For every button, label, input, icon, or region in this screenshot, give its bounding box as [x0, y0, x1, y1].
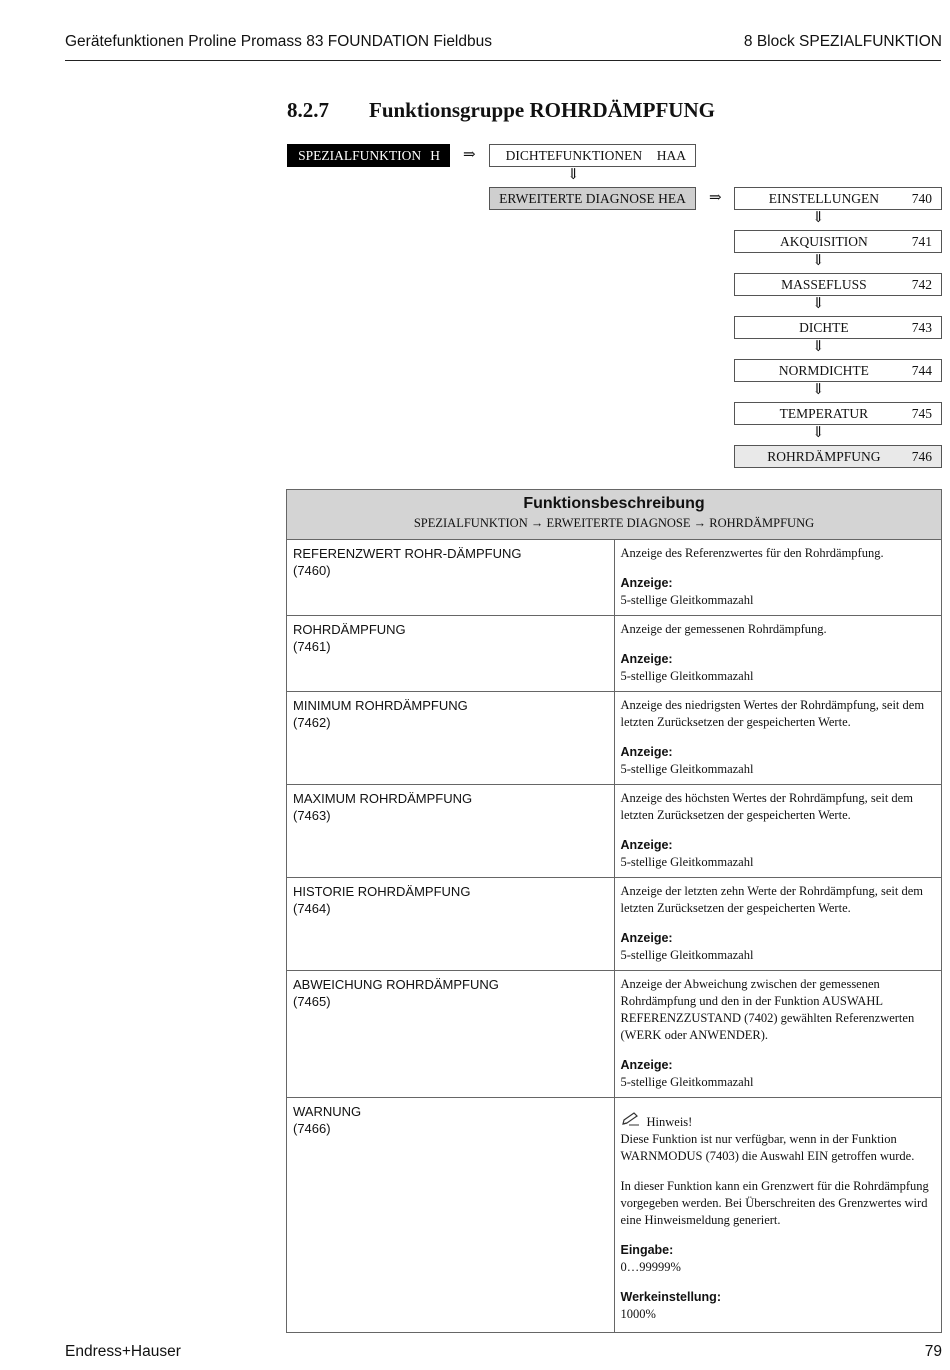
display-label: Anzeige: [620, 652, 673, 666]
nav-item-rohrdaempfung [734, 445, 942, 468]
nav-item-label: AKQUISITION [780, 233, 868, 249]
running-header-title: Gerätefunktionen Proline Promass 83 FOUNDATION Fieldbus [65, 33, 492, 50]
nav-item-code: 742 [911, 276, 932, 292]
down-arrow-icon: ⇓ [812, 210, 825, 226]
function-desc: Anzeige des Referenzwertes für den Rohrdämpfung. [620, 546, 884, 560]
table-row [287, 616, 942, 692]
down-arrow-icon: ⇓ [812, 382, 825, 398]
display-label: Anzeige: [620, 745, 673, 759]
function-code: (7464) [293, 901, 331, 916]
display-label: Anzeige: [620, 576, 673, 590]
function-code: (7466) [293, 1121, 331, 1136]
function-code: (7461) [293, 639, 331, 654]
right-arrow-icon: ⇒ [709, 190, 722, 206]
function-name: MINIMUM ROHRDÄMPFUNG [293, 698, 468, 713]
function-desc-cell [614, 878, 942, 971]
nav-group-code: HAA [656, 147, 686, 163]
pencil-note-icon [621, 1112, 641, 1131]
nav-item-code: 740 [911, 190, 932, 206]
table-row [287, 971, 942, 1098]
nav-item-label: NORMDICHTE [778, 362, 869, 378]
display-value: 5-stellige Gleitkommazahl [620, 948, 754, 962]
nav-root-label: SPEZIALFUNKTION [298, 147, 422, 163]
nav-group-label: DICHTEFUNKTIONEN [505, 147, 643, 163]
running-header-chapter: 8 Block SPEZIALFUNKTION [743, 33, 942, 50]
function-desc: In dieser Funktion kann ein Grenzwert für die Rohrdämpfung vorgegeben werden. Bei Überschreiten des Grenzwertes wird eine Hinweismeldung generiert. [620, 1179, 929, 1227]
function-description-table [286, 489, 942, 1333]
nav-item-akquisition [734, 230, 942, 253]
down-arrow-icon: ⇓ [812, 296, 825, 312]
down-arrow-icon: ⇓ [812, 339, 825, 355]
function-name: REFERENZWERT ROHR-DÄMPFUNG [293, 546, 522, 561]
function-desc: Anzeige der gemessenen Rohrdämpfung. [620, 622, 827, 636]
function-name-cell [287, 878, 615, 971]
function-desc: Anzeige der letzten zehn Werte der Rohrdämpfung, seit dem letzten Zurücksetzen der gespeicherten Werte. [620, 884, 923, 915]
function-code: (7463) [293, 808, 331, 823]
display-value: 5-stellige Gleitkommazahl [620, 669, 754, 683]
nav-item-massefluss [734, 273, 942, 296]
function-name-cell [287, 785, 615, 878]
page-number: 79 [924, 1343, 942, 1360]
display-value: 5-stellige Gleitkommazahl [620, 762, 754, 776]
input-value: 0…99999% [620, 1260, 681, 1274]
section-number: 8.2.7 [287, 98, 329, 122]
nav-item-label: DICHTE [799, 319, 849, 335]
table-row [287, 540, 942, 616]
nav-root-box [287, 144, 450, 167]
function-desc: Anzeige des höchsten Wertes der Rohrdämpfung, seit dem letzten Zurücksetzen der gespeicherten Werte. [620, 791, 913, 822]
function-code: (7465) [293, 994, 331, 1009]
nav-item-code: 741 [911, 233, 932, 249]
down-arrow-icon: ⇓ [567, 167, 580, 183]
function-desc-cell [614, 540, 942, 616]
function-name-cell [287, 692, 615, 785]
down-arrow-icon: ⇓ [812, 425, 825, 441]
input-label: Eingabe: [620, 1243, 674, 1257]
function-name: MAXIMUM ROHRDÄMPFUNG [293, 791, 473, 806]
function-desc: Anzeige des niedrigsten Wertes der Rohrdämpfung, seit dem letzten Zurücksetzen der gespeicherten Werte. [620, 698, 925, 729]
nav-item-normdichte [734, 359, 942, 382]
function-name-cell [287, 540, 615, 616]
table-title: Funktionsbeschreibung [523, 495, 705, 512]
function-name-cell [287, 1098, 615, 1333]
function-name: WARNUNG [293, 1104, 362, 1119]
display-value: 5-stellige Gleitkommazahl [620, 1075, 754, 1089]
table-row [287, 692, 942, 785]
nav-root-code: H [430, 147, 440, 163]
function-desc-cell [614, 692, 942, 785]
function-name: ROHRDÄMPFUNG [293, 622, 406, 637]
nav-subgroup-label: ERWEITERTE DIAGNOSE HEA [499, 190, 686, 206]
default-value: 1000% [620, 1307, 656, 1321]
nav-item-label: MASSEFLUSS [781, 276, 867, 292]
nav-item-einstellungen [734, 187, 942, 210]
display-value: 5-stellige Gleitkommazahl [620, 593, 754, 607]
table-path: SPEZIALFUNKTION → ERWEITERTE DIAGNOSE → ROHRDÄMPFUNG [413, 516, 815, 530]
function-desc-cell [614, 785, 942, 878]
note-text: Diese Funktion ist nur verfügbar, wenn in der Funktion WARNMODUS (7403) die Auswahl EIN getroffen wurde. [620, 1132, 915, 1163]
function-desc-cell [614, 971, 942, 1098]
table-header-row [287, 490, 942, 540]
display-label: Anzeige: [620, 838, 673, 852]
table-row [287, 785, 942, 878]
function-desc: Anzeige der Abweichung zwischen der gemessenen Rohrdämpfung und den in der Funktion AUSWAHL REFERENZZUSTAND (7402) gewählten Referenzwerten (WERK oder ANWENDER). [620, 977, 915, 1042]
note-title: Hinweis! [646, 1115, 693, 1129]
section-title: Funktionsgruppe ROHRDÄMPFUNG [369, 98, 715, 122]
table-row-warnung [287, 1098, 942, 1333]
function-code: (7460) [293, 563, 331, 578]
function-desc-cell [614, 616, 942, 692]
nav-group-box [489, 144, 696, 167]
function-name-cell [287, 616, 615, 692]
function-name-cell [287, 971, 615, 1098]
nav-item-code: 743 [911, 319, 932, 335]
function-name: ABWEICHUNG ROHRDÄMPFUNG [293, 977, 499, 992]
display-label: Anzeige: [620, 931, 673, 945]
nav-item-dichte [734, 316, 942, 339]
default-label: Werkeinstellung: [620, 1290, 721, 1304]
display-value: 5-stellige Gleitkommazahl [620, 855, 754, 869]
nav-item-code: 746 [911, 448, 932, 464]
table-header [287, 490, 942, 540]
nav-item-code: 745 [911, 405, 932, 421]
function-name: HISTORIE ROHRDÄMPFUNG [293, 884, 471, 899]
nav-item-label: ROHRDÄMPFUNG [767, 448, 881, 464]
header-rule [65, 60, 941, 61]
table-row [287, 878, 942, 971]
nav-subgroup-box [489, 187, 696, 210]
function-code: (7462) [293, 715, 331, 730]
nav-item-code: 744 [911, 362, 932, 378]
down-arrow-icon: ⇓ [812, 253, 825, 269]
display-label: Anzeige: [620, 1058, 673, 1072]
right-arrow-icon: ⇒ [463, 147, 476, 163]
footer-brand: Endress+Hauser [65, 1343, 181, 1360]
note-heading [621, 1112, 936, 1131]
function-desc-cell [614, 1098, 942, 1333]
nav-item-temperatur [734, 402, 942, 425]
nav-item-label: TEMPERATUR [779, 405, 869, 421]
nav-item-label: EINSTELLUNGEN [768, 190, 879, 206]
